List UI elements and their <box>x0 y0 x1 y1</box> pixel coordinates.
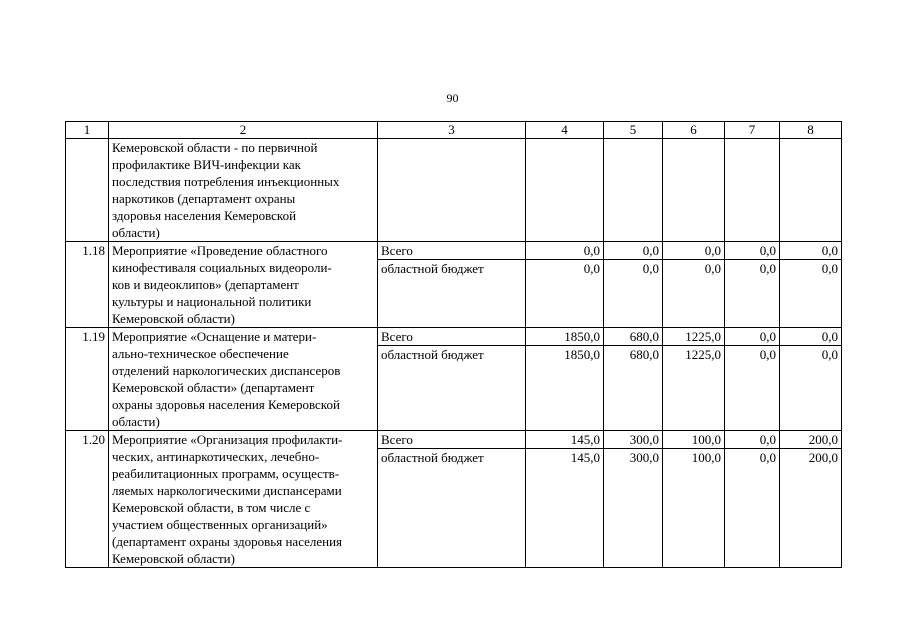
value-col4: 145,0 <box>526 449 604 568</box>
funding-source: Всего <box>378 431 526 449</box>
value-col8: 0,0 <box>780 242 842 260</box>
funding-source-cell <box>378 139 526 242</box>
value-col6: 1225,0 <box>663 328 725 346</box>
column-header: 8 <box>780 122 842 139</box>
value-col7: 0,0 <box>725 260 780 328</box>
value-col6: 0,0 <box>663 242 725 260</box>
continuation-row <box>66 139 842 242</box>
value-col8: 200,0 <box>780 431 842 449</box>
value-col5: 0,0 <box>604 242 663 260</box>
row-number-cell <box>66 139 109 242</box>
value-col4: 1850,0 <box>526 346 604 431</box>
value-col8: 200,0 <box>780 449 842 568</box>
value-col7: 0,0 <box>725 242 780 260</box>
item-description: Кемеровской области - по первичной профилактике ВИЧ-инфекции как последствия потребления инъекционных наркотиков (департамент охраны здоровья населения Кемеровской области) <box>109 139 378 242</box>
value-col6: 100,0 <box>663 431 725 449</box>
program-table <box>65 121 842 568</box>
value-cell <box>604 139 663 242</box>
table-row <box>66 431 842 449</box>
column-header: 5 <box>604 122 663 139</box>
value-cell <box>725 139 780 242</box>
funding-source: областной бюджет <box>378 346 526 431</box>
value-col5: 680,0 <box>604 346 663 431</box>
row-number: 1.20 <box>66 431 109 568</box>
value-col6: 1225,0 <box>663 346 725 431</box>
value-col7: 0,0 <box>725 346 780 431</box>
funding-source: областной бюджет <box>378 449 526 568</box>
value-col7: 0,0 <box>725 449 780 568</box>
value-col7: 0,0 <box>725 431 780 449</box>
value-col6: 100,0 <box>663 449 725 568</box>
value-col5: 300,0 <box>604 449 663 568</box>
value-col7: 0,0 <box>725 328 780 346</box>
column-header: 4 <box>526 122 604 139</box>
value-col4: 145,0 <box>526 431 604 449</box>
funding-source: областной бюджет <box>378 260 526 328</box>
value-col6: 0,0 <box>663 260 725 328</box>
column-header-row <box>66 122 842 139</box>
value-cell <box>663 139 725 242</box>
value-cell <box>780 139 842 242</box>
value-col5: 300,0 <box>604 431 663 449</box>
value-col5: 0,0 <box>604 260 663 328</box>
row-number: 1.19 <box>66 328 109 431</box>
column-header: 1 <box>66 122 109 139</box>
value-col4: 0,0 <box>526 260 604 328</box>
value-col8: 0,0 <box>780 328 842 346</box>
value-col8: 0,0 <box>780 346 842 431</box>
value-col8: 0,0 <box>780 260 842 328</box>
funding-source: Всего <box>378 242 526 260</box>
column-header: 2 <box>109 122 378 139</box>
funding-source: Всего <box>378 328 526 346</box>
row-number: 1.18 <box>66 242 109 328</box>
value-col4: 1850,0 <box>526 328 604 346</box>
item-description: Мероприятие «Организация профилакти- ческих, антинаркотических, лечебно- реабилитационных программ, осуществ- ляемых наркологическими диспансерами Кемеровской области, в том числе с участием общественных организаций» (департамент охраны здоровья населения Кемеровской области) <box>109 431 378 568</box>
item-description: Мероприятие «Оснащение и матери- ально-техническое обеспечение отделений наркологических диспансеров Кемеровской области» (департамент охраны здоровья населения Кемеровской области) <box>109 328 378 431</box>
page-number: 90 <box>446 91 459 105</box>
value-col4: 0,0 <box>526 242 604 260</box>
table-row <box>66 242 842 260</box>
column-header: 7 <box>725 122 780 139</box>
column-header: 6 <box>663 122 725 139</box>
value-col5: 680,0 <box>604 328 663 346</box>
item-description: Мероприятие «Проведение областного кинофестиваля социальных видеороли- ков и видеоклипов» (департамент культуры и национальной политики Кемеровской области) <box>109 242 378 328</box>
value-cell <box>526 139 604 242</box>
table-row <box>66 328 842 346</box>
column-header: 3 <box>378 122 526 139</box>
